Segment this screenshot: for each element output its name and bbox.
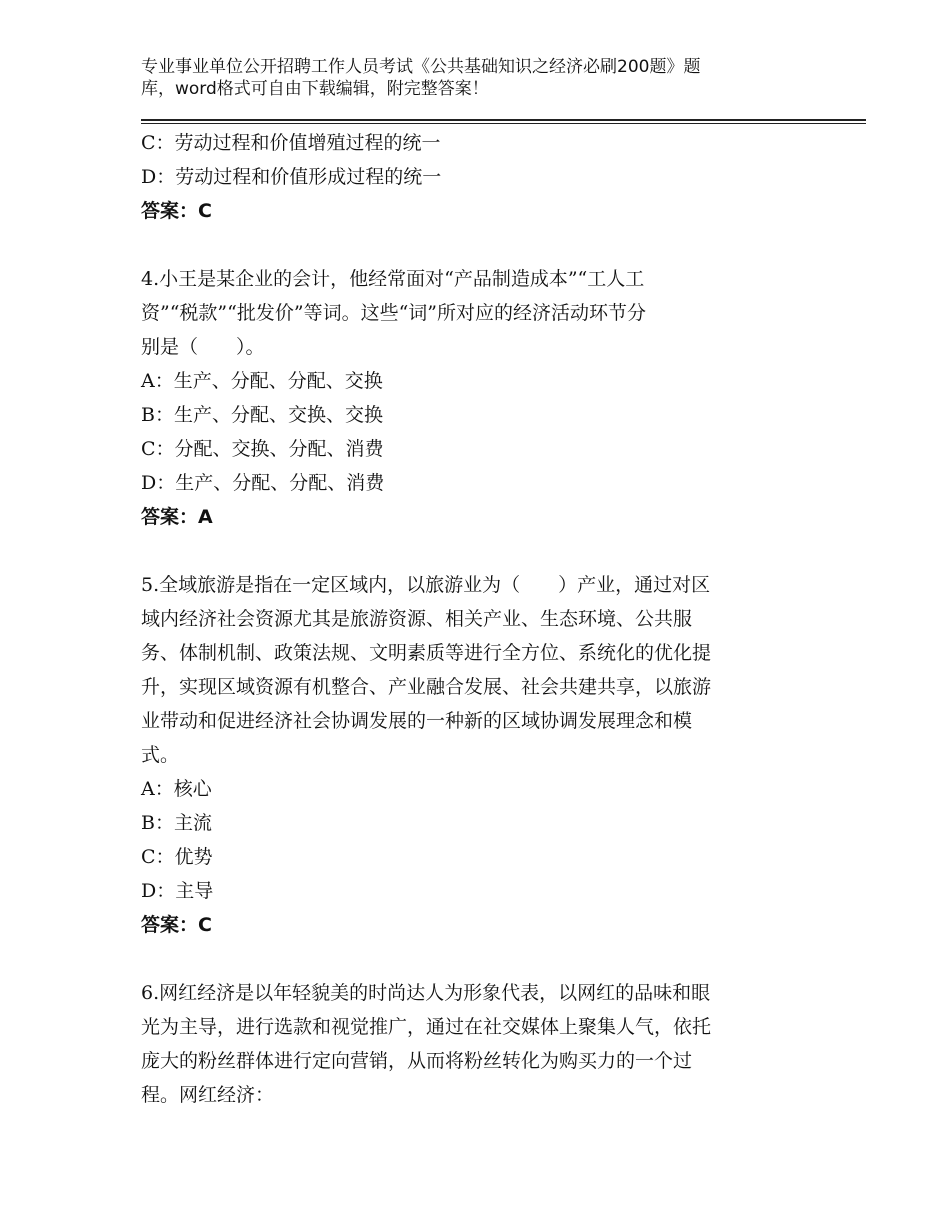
question-4 [141, 262, 801, 534]
option-b: B：生产、分配、交换、交换 [141, 404, 383, 426]
option-c: C：优势 [141, 846, 213, 868]
question-stem-line: 6.网红经济是以年轻貌美的时尚达人为形象代表，以网红的品味和眼 [141, 982, 711, 1004]
document-header [141, 56, 781, 100]
question-stem-line: 资”“税款”“批发价”等词。这些“词”所对应的经济活动环节分 [141, 302, 646, 324]
question-stem-line: 升，实现区域资源有机整合、产业融合发展、社会共建共享，以旅游 [141, 676, 712, 698]
question-stem-line: 5.全域旅游是指在一定区域内，以旅游业为（ ）产业，通过对区 [141, 574, 711, 596]
question-stem-line: 程。网红经济： [141, 1084, 275, 1106]
option-c: C：劳动过程和价值增殖过程的统一 [141, 132, 441, 154]
header-line-1: 专业事业单位公开招聘工作人员考试《公共基础知识之经济必刷200题》题 [141, 57, 701, 77]
option-c: C：分配、交换、分配、消费 [141, 438, 384, 460]
question-stem-line: 业带动和促进经济社会协调发展的一种新的区域协调发展理念和模 [141, 710, 693, 732]
option-d: D：生产、分配、分配、消费 [141, 472, 385, 494]
question-content [141, 126, 801, 1112]
header-line-2: 库，word格式可自由下载编辑，附完整答案！ [141, 79, 489, 99]
question-6 [141, 976, 801, 1112]
answer: 答案：C [141, 200, 212, 222]
option-d: D：劳动过程和价值形成过程的统一 [141, 166, 442, 188]
header-divider [141, 119, 866, 124]
answer: 答案：C [141, 914, 212, 936]
question-stem-line: 4.小王是某企业的会计，他经常面对“产品制造成本”“工人工 [141, 268, 645, 290]
question-stem-line: 光为主导，进行选款和视觉推广，通过在社交媒体上聚集人气，依托 [141, 1016, 712, 1038]
spacer [141, 942, 801, 976]
question-stem-line: 别是（ ）。 [141, 336, 265, 358]
spacer [141, 228, 801, 262]
question-stem-line: 域内经济社会资源尤其是旅游资源、相关产业、生态环境、公共服 [141, 608, 693, 630]
question-stem-line: 务、体制机制、政策法规、文明素质等进行全方位、系统化的优化提 [141, 642, 712, 664]
option-d: D：主导 [141, 880, 214, 902]
question-stem-line: 式。 [141, 744, 180, 766]
option-a: A：生产、分配、分配、交换 [141, 370, 383, 392]
option-a: A：核心 [141, 778, 212, 800]
answer: 答案：A [141, 506, 213, 528]
question-stem-line: 庞大的粉丝群体进行定向营销，从而将粉丝转化为购买力的一个过 [141, 1050, 693, 1072]
spacer [141, 534, 801, 568]
question-5 [141, 568, 801, 942]
option-b: B：主流 [141, 812, 212, 834]
